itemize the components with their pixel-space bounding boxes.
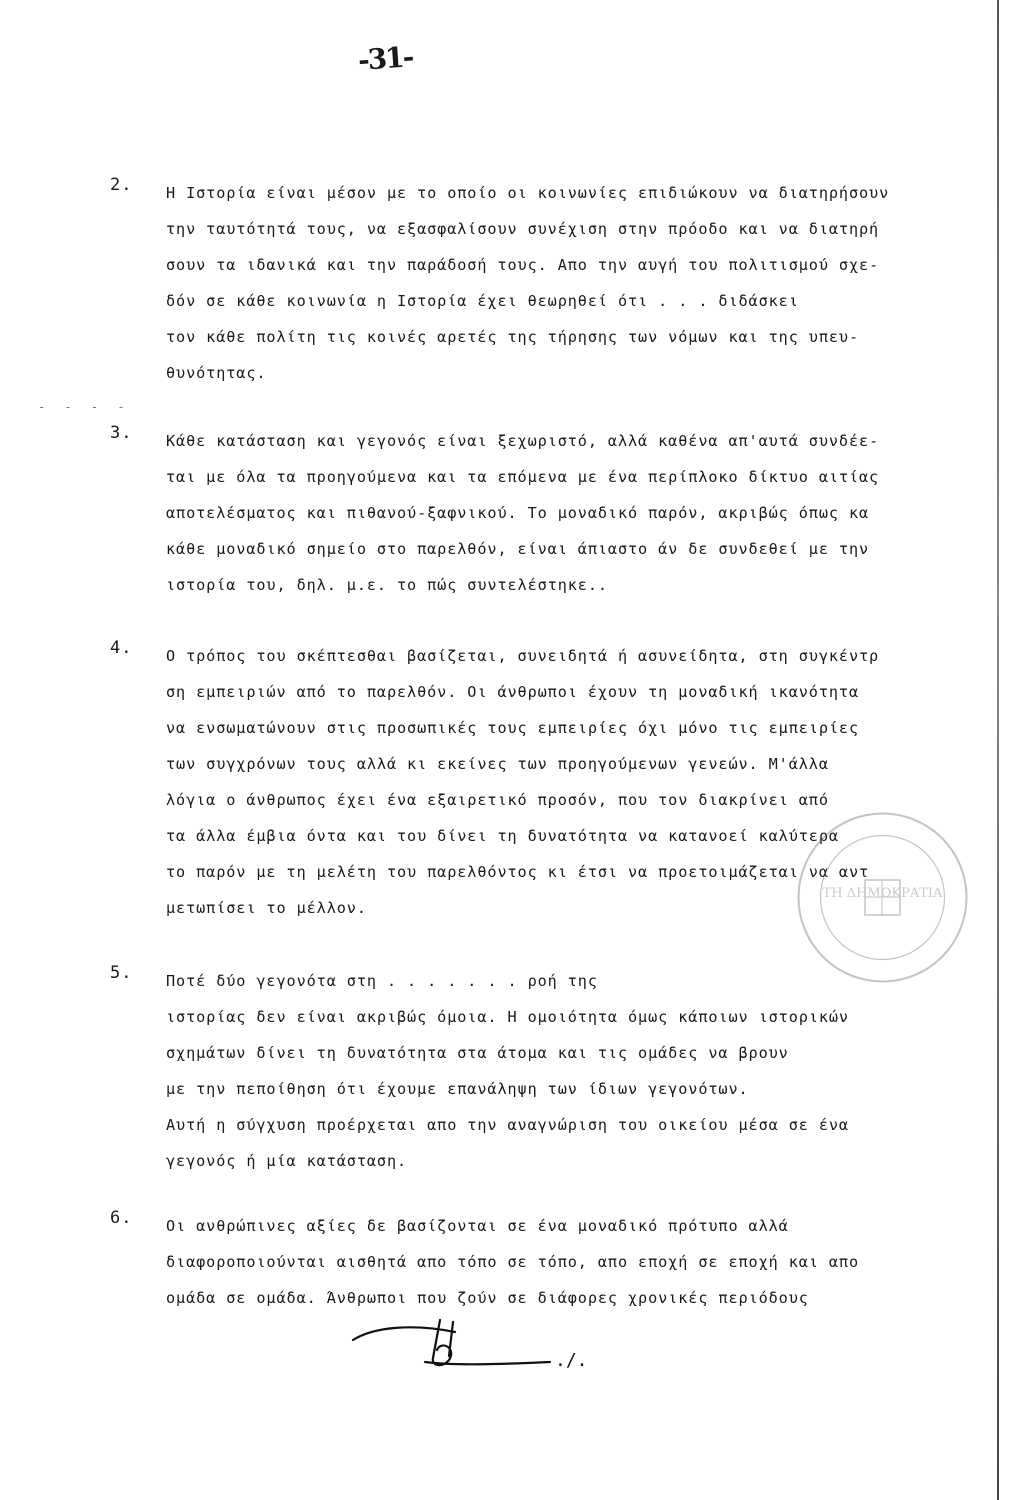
- text-line: Οι ανθρώπινες αξίες δε βασίζονται σε ένα μοναδικό πρότυπο αλλά: [166, 1217, 789, 1235]
- text-line: δόν σε κάθε κοινωνία η Ιστορία έχει θεωρηθεί ότι . . . διδάσκει: [166, 292, 799, 310]
- text-line: αποτελέσματος και πιθανού-ξαφνικού. Το μοναδικό παρόν, ακριβώς όπως κα: [166, 504, 870, 522]
- signature: [345, 1318, 595, 1378]
- text-line: να ενσωματώνουν στις προσωπικές τους εμπειρίες όχι μόνο τις εμπειρίες: [166, 719, 860, 737]
- text-line: κάθε μοναδικό σημείο στο παρελθόν, είναι άπιαστο άν δε συνδεθεί με την: [166, 540, 870, 558]
- official-stamp: [795, 810, 970, 985]
- margin-dashes: - - - -: [38, 400, 131, 414]
- text-line: Ποτέ δύο γεγονότα στη . . . . . . . ροή της: [166, 972, 598, 990]
- text-line: ιστορίας δεν είναι ακριβώς όμοια. Η ομοιότητα όμως κάποιων ιστορικών: [166, 1008, 849, 1026]
- text-line: ομάδα σε ομάδα. Άνθρωποι που ζούν σε διάφορες χρονικές περιόδους: [166, 1289, 809, 1307]
- text-line: ιστορία του, δηλ. μ.ε. το πώς συντελέστηκε..: [166, 576, 608, 594]
- text-line: σουν τα ιδανικά και την παράδοσή τους. Απο την αυγή του πολιτισμού σχε-: [166, 256, 880, 274]
- paragraph-number: 2.: [110, 175, 133, 195]
- text-line: με την πεποίθηση ότι έχουμε επανάληψη των ίδιων γεγονότων.: [166, 1080, 749, 1098]
- text-line: μετωπίσει το μέλλον.: [166, 899, 367, 917]
- text-line: των συγχρόνων τους αλλά κι εκείνες των προηγούμενων γενεών. Μ'άλλα: [166, 755, 829, 773]
- text-line: ται με όλα τα προηγούμενα και τα επόμενα με ένα περίπλοκο δίκτυο αιτίας: [166, 468, 880, 486]
- text-line: σχημάτων δίνει τη δυνατότητα στα άτομα και τις ομάδες να βρουν: [166, 1044, 789, 1062]
- text-line: τα άλλα έμβια όντα και του δίνει τη δυνατότητα να κατανοεί καλύτερα: [166, 827, 839, 845]
- paragraph-number: 3.: [110, 423, 133, 443]
- signature-icon: [345, 1318, 595, 1378]
- text-line: το παρόν με τη μελέτη του παρελθόντος κι έτσι να προετοιμάζεται να αντ: [166, 863, 870, 881]
- text-line: λόγια ο άνθρωπος έχει ένα εξαιρετικό προσόν, που τον διακρίνει από: [166, 791, 829, 809]
- text-line: θυνότητας.: [166, 364, 267, 382]
- text-line: Κάθε κατάσταση και γεγονός είναι ξεχωριστό, αλλά καθένα απ'αυτά συνδέε-: [166, 432, 880, 450]
- text-line: Αυτή η σύγχυση προέρχεται απο την αναγνώριση του οικείου μέσα σε ένα: [166, 1116, 849, 1134]
- stamp-text: ΤΗ ΔΗΜΟΚΡΑΤΙΑ: [822, 886, 943, 901]
- paragraph-number: 5.: [110, 963, 133, 983]
- paragraph-number: 6.: [110, 1208, 133, 1228]
- page-edge: [997, 0, 999, 1500]
- page-number: -31-: [356, 40, 414, 77]
- text-line: διαφοροποιούνται αισθητά απο τόπο σε τόπο, απο εποχή σε εποχή και απο: [166, 1253, 860, 1271]
- text-line: Ο τρόπος του σκέπτεσθαι βασίζεται, συνειδητά ή ασυνείδητα, στη συγκέντρ: [166, 647, 880, 665]
- text-line: την ταυτότητά τους, να εξασφαλίσουν συνέχιση στην πρόοδο και να διατηρή: [166, 220, 880, 238]
- text-line: τον κάθε πολίτη τις κοινές αρετές της τήρησης των νόμων και της υπευ-: [166, 328, 860, 346]
- text-line: Η Ιστορία είναι μέσον με το οποίο οι κοινωνίες επιδιώκουν να διατηρήσουν: [166, 184, 890, 202]
- text-line: γεγονός ή μία κατάσταση.: [166, 1152, 408, 1170]
- text-line: ση εμπειριών από το παρελθόν. Οι άνθρωποι έχουν τη μοναδική ικανότητα: [166, 683, 860, 701]
- signature-trailer: ./.: [555, 1350, 588, 1371]
- paragraph-number: 4.: [110, 638, 133, 658]
